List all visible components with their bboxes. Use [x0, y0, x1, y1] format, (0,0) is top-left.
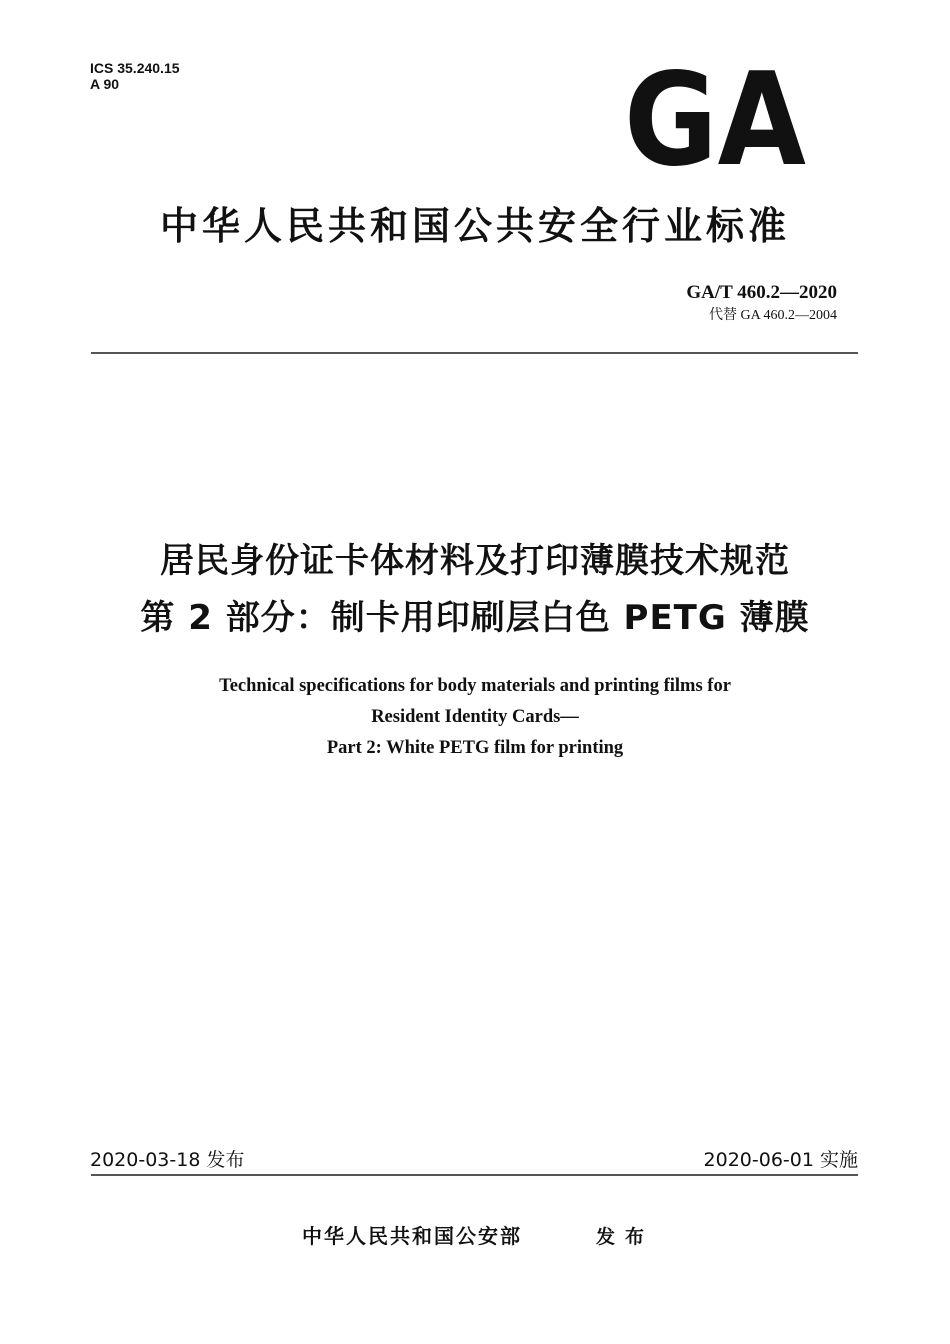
ga-logo	[623, 46, 807, 195]
standard-category-title: 中华人民共和国公共安全行业标准	[159, 204, 790, 248]
ics-code: ICS 35.240.15	[90, 60, 180, 76]
implementation-date: 2020-06-01 实施	[703, 1149, 858, 1171]
issuer-name: 中华人民共和国公安部	[302, 1224, 522, 1248]
issue-date: 2020-03-18 发布	[90, 1149, 245, 1171]
document-title-en-line2: Resident Identity Cards—	[371, 707, 579, 727]
document-title-en-line3: Part 2: White PETG film for printing	[326, 738, 624, 758]
classification-codes	[90, 60, 180, 92]
bottom-divider	[91, 1174, 858, 1176]
ccs-code: A 90	[90, 76, 120, 92]
document-title-en-line1: Technical specifications for body materials and printing films for	[219, 676, 731, 696]
document-title-zh-line2: 第 2 部分：制卡用印刷层白色 PETG 薄膜	[140, 598, 810, 638]
replaces-standard: 代替 GA 460.2—2004	[709, 308, 837, 323]
document-title-zh-line1: 居民身份证卡体材料及打印薄膜技术规范	[160, 541, 790, 581]
standard-number: GA/T 460.2—2020	[686, 282, 837, 303]
issuer-verb: 发布	[596, 1226, 655, 1248]
top-divider	[91, 352, 858, 354]
ga-logo-text: GA	[624, 46, 806, 195]
